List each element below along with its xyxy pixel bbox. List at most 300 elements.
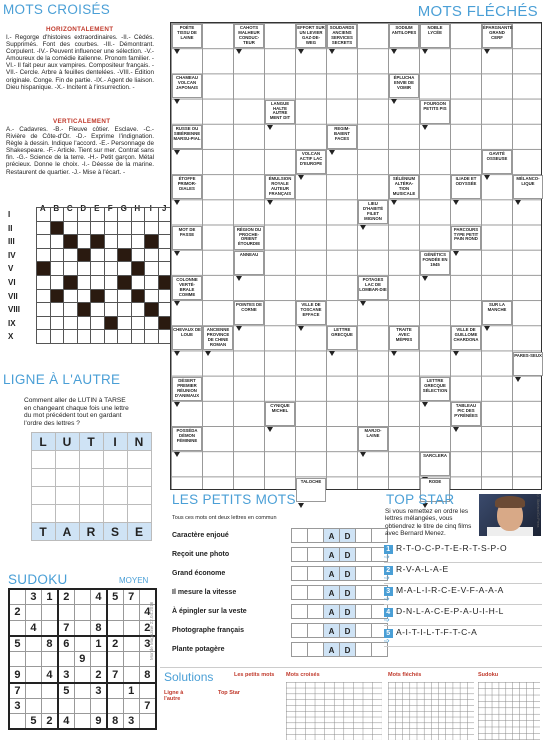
sudoku-cell[interactable]: [123, 636, 139, 652]
sudoku-cell: 2: [9, 605, 25, 621]
crossword-cell[interactable]: [37, 303, 51, 317]
sudoku-cell[interactable]: [90, 605, 106, 621]
answer-line[interactable]: ➩: [384, 595, 542, 605]
sudoku-cell: 3: [90, 683, 106, 699]
crossword-cell[interactable]: [104, 235, 118, 249]
letter-cell: D: [339, 642, 356, 657]
crossword-cell[interactable]: [37, 208, 51, 222]
arrowword-clue: RÉGION DU PROCHE-ORIENT ÉTOURDIE: [234, 226, 264, 250]
ligne-grid[interactable]: L U T I N T A R S E: [31, 432, 152, 541]
petits-mots-row: [172, 585, 350, 601]
crossword-grid[interactable]: [36, 207, 172, 344]
crossword-cell[interactable]: [50, 303, 64, 317]
crossword-cell[interactable]: [131, 248, 145, 262]
arrowword-clue: CHEVAUX DE LOUE: [172, 326, 202, 350]
petits-mots-row: [172, 642, 350, 658]
arrowword-clue: DÉSERT PREMIER RÉUNION D'ANIMAUX: [172, 377, 202, 401]
sudoku-cell[interactable]: [123, 651, 139, 667]
sudoku-cell[interactable]: [74, 667, 90, 683]
crossword-cell[interactable]: [64, 262, 78, 276]
crossword-cell[interactable]: [64, 303, 78, 317]
crossword-cell[interactable]: [91, 316, 105, 330]
sudoku-cell[interactable]: [58, 651, 74, 667]
crossword-cell[interactable]: [145, 275, 159, 289]
letter-cell: A: [323, 604, 340, 619]
sudoku-cell: 2: [139, 620, 155, 636]
letter-cell[interactable]: [291, 547, 308, 562]
letter-cell[interactable]: [355, 547, 372, 562]
crossword-cell[interactable]: [50, 248, 64, 262]
crossword-cell[interactable]: [145, 248, 159, 262]
sudoku-cell: 1: [123, 683, 139, 699]
sudoku-cell: 6: [58, 636, 74, 652]
crossword-cell[interactable]: [118, 289, 132, 303]
letter-cell: D: [339, 547, 356, 562]
letter-cell[interactable]: [355, 528, 372, 543]
arrowword-clue: SODIUM ANTILOPES: [389, 24, 419, 48]
crossword-cell[interactable]: [77, 330, 91, 344]
sudoku-cell: 8: [42, 636, 58, 652]
sudoku-cell[interactable]: [123, 667, 139, 683]
crossword-cell[interactable]: [118, 208, 132, 222]
arrowword-clue: SOUDARDS ANCIENS SERVICES SECRETS: [327, 24, 357, 48]
arrowword-clue: ÉTOFFE PRIMOR-DIALES: [172, 175, 202, 199]
sudoku-grid[interactable]: [8, 588, 157, 730]
celebrity-photo: [479, 494, 541, 536]
arrowword-clue: PARES-SEUX: [513, 352, 543, 376]
petits-mots-row: [172, 528, 350, 544]
answer-line[interactable]: ➩: [384, 637, 542, 647]
arrowword-clue: TALOCHE: [296, 478, 326, 502]
clue-label: Grand économe: [172, 570, 226, 577]
arrowword-clue: LETTRE GRECQUE: [327, 326, 357, 350]
sudoku-cell[interactable]: [25, 698, 41, 714]
sudoku-cell: 7: [58, 620, 74, 636]
arrowword-clue: RODE: [420, 478, 450, 502]
crossword-cell[interactable]: [77, 262, 91, 276]
sudoku-cell[interactable]: [25, 605, 41, 621]
sudoku-cell: 5: [9, 636, 25, 652]
arrow-icon: [422, 276, 428, 281]
letter-cell[interactable]: [307, 585, 324, 600]
crossword-cell[interactable]: [145, 316, 159, 330]
sudoku-cell[interactable]: [9, 589, 25, 605]
arrow-icon: [174, 301, 180, 306]
crossword-cell: [131, 289, 145, 303]
arrowword-clue: CAHOTS MALHEUR CONDUC-TEUR: [234, 24, 264, 48]
crossword-cell[interactable]: [37, 316, 51, 330]
crossword-cell: [77, 248, 91, 262]
crossword-cell[interactable]: [37, 275, 51, 289]
arrowword-clue: MOT DE PASSE: [172, 226, 202, 250]
sudoku-cell[interactable]: [25, 667, 41, 683]
arrow-icon: [391, 49, 397, 54]
arrow-icon: [298, 326, 304, 331]
crossword-cell: [131, 262, 145, 276]
sudoku-cell: 2: [107, 636, 123, 652]
letter-cell[interactable]: [355, 623, 372, 638]
sudoku-cell[interactable]: [25, 651, 41, 667]
letter-cell[interactable]: [355, 585, 372, 600]
crossword-cell[interactable]: [77, 316, 91, 330]
letter-cell[interactable]: [307, 547, 324, 562]
crossword-cell: [50, 221, 64, 235]
crossword-cell[interactable]: [145, 330, 159, 344]
crossword-cell[interactable]: [145, 289, 159, 303]
arrowword-clue: ÉPLUCHA ENVIE DE VOMIR: [389, 74, 419, 98]
arrow-icon: [174, 150, 180, 155]
petits-mots-intro: Tous ces mots ont deux lettres en commun: [172, 515, 277, 521]
crossword-cell[interactable]: [64, 289, 78, 303]
vertical-clues: A.- Cadavres. -B.- Fleuve côtier. Esclave. -C.- Rivière de Côte-d'Or. -D.- Exprime l'indignation. Règle à dessin. Indique l'accord. -E.- Personnage de Shakespeare. -F.- Article. Tient sur mer. Contrat sans fin. -G.- Science de la terre. -H.- Petit garçon. Métal précieux. Donne le choix. -I.- Déesse de la marine. Restaurent de quartier. -J.- Mise à l'écart. -: [6, 126, 154, 176]
arrowword-clue: GAVITÉ OSSEUSE: [482, 150, 512, 174]
sudoku-cell: 3: [9, 698, 25, 714]
arrow-icon: [267, 200, 273, 205]
sudoku-cell: 2: [58, 589, 74, 605]
arrow-icon: [174, 452, 180, 457]
crossword-cell[interactable]: [64, 248, 78, 262]
crossword-cell[interactable]: [118, 316, 132, 330]
sol-crossword-grid: [286, 682, 382, 740]
sudoku-cell[interactable]: [42, 698, 58, 714]
letter-cell[interactable]: [307, 566, 324, 581]
sudoku-cell[interactable]: [74, 714, 90, 730]
arrow-icon: [267, 427, 273, 432]
sudoku-cell[interactable]: [42, 683, 58, 699]
letter-cell[interactable]: [355, 566, 372, 581]
arrowword-clue: MARJO-LAINE: [358, 427, 388, 451]
sudoku-cell[interactable]: [74, 605, 90, 621]
sudoku-cell[interactable]: [25, 636, 41, 652]
crossword-row-headers: I II III IV V VI VII VIII IX X: [8, 210, 21, 342]
crossword-cell[interactable]: [131, 330, 145, 344]
arrow-icon: [298, 175, 304, 180]
letter-cell[interactable]: [291, 566, 308, 581]
arrowword-clue: VILLE DE TOSCANE EFFACE: [296, 301, 326, 325]
letter-cell: A: [323, 642, 340, 657]
sudoku-cell[interactable]: [74, 636, 90, 652]
sudoku-cell: 7: [139, 698, 155, 714]
vertical-heading: VERTICALEMENT: [53, 118, 111, 125]
crossword-cell[interactable]: [104, 262, 118, 276]
letter-cell[interactable]: [291, 642, 308, 657]
letter-cell[interactable]: [307, 604, 324, 619]
crossword-cell[interactable]: [118, 235, 132, 249]
crossword-cell[interactable]: [64, 316, 78, 330]
sudoku-cell[interactable]: [58, 605, 74, 621]
arrow-icon: [329, 150, 335, 155]
crossword-cell[interactable]: [104, 208, 118, 222]
crossword-cell[interactable]: [131, 221, 145, 235]
arrowword-clue: TRAITE AVEC MÉPRIS: [389, 326, 419, 350]
sudoku-level: MOYEN: [119, 576, 149, 585]
crossword-cell[interactable]: [91, 221, 105, 235]
crossword-cell[interactable]: [131, 208, 145, 222]
sudoku-cell[interactable]: [123, 620, 139, 636]
petits-mots-row: [172, 566, 350, 582]
sudoku-cell: 4: [42, 667, 58, 683]
crossword-cell: [77, 303, 91, 317]
top-star-instructions: Si vous remettez en ordre les lettres mélangées, vous obtiendrez le titre de cinq films avec Bernard Menez.: [385, 508, 472, 538]
letter-cell[interactable]: [291, 604, 308, 619]
sudoku-cell[interactable]: [58, 698, 74, 714]
arrow-icon: [422, 125, 428, 130]
crossword-cell[interactable]: [118, 262, 132, 276]
arrow-icon: [391, 99, 397, 104]
sudoku-cell[interactable]: [74, 683, 90, 699]
crossword-cell[interactable]: [91, 208, 105, 222]
horizontal-heading: HORIZONTALEMENT: [46, 26, 114, 33]
letter-cell[interactable]: [307, 623, 324, 638]
letter-cell: D: [339, 623, 356, 638]
sudoku-cell[interactable]: [42, 620, 58, 636]
crossword-cell: [64, 275, 78, 289]
crossword-cell[interactable]: [145, 208, 159, 222]
crossword-cell[interactable]: [104, 275, 118, 289]
crossword-cell: [91, 289, 105, 303]
arrowword-clue: VILLE DE GUILLOME CHARDONA: [451, 326, 481, 350]
letter-cell: D: [339, 566, 356, 581]
sudoku-cell[interactable]: [42, 651, 58, 667]
letter-cell: A: [323, 585, 340, 600]
arrowword-clue: LIEU D'HABITÉ FILET MIGNON: [358, 200, 388, 224]
crossword-cell[interactable]: [77, 208, 91, 222]
crossword-cell[interactable]: [104, 289, 118, 303]
sudoku-cell[interactable]: [139, 714, 155, 730]
sudoku-cell[interactable]: [90, 651, 106, 667]
mots-fleches-title: MOTS FLÉCHÉS: [417, 3, 538, 20]
crossword-cell[interactable]: [91, 303, 105, 317]
letter-cell: D: [339, 604, 356, 619]
top-star-row: 5 A-I-T-I-L-T-F-T-C-A: [384, 627, 542, 638]
clue-label: À épingler sur la veste: [172, 608, 247, 615]
crossword-cell: [145, 235, 159, 249]
arrowword-clue: COLONNE VERTÉ-BRALE COMME: [172, 276, 202, 300]
sudoku-cell[interactable]: [139, 683, 155, 699]
crossword-cell[interactable]: [50, 262, 64, 276]
arrow-icon: [360, 452, 366, 457]
arrowword-clue: POÈTE TISSU DE LAINE: [172, 24, 202, 48]
crossword-cell[interactable]: [104, 221, 118, 235]
sudoku-cell: 7: [9, 683, 25, 699]
answer-line[interactable]: ➩: [384, 574, 542, 584]
arrow-icon: [174, 402, 180, 407]
crossword-cell[interactable]: [131, 235, 145, 249]
arrow-icon: [236, 49, 242, 54]
sudoku-cell[interactable]: [9, 651, 25, 667]
crossword-cell[interactable]: [37, 330, 51, 344]
sudoku-cell[interactable]: [107, 698, 123, 714]
arrow-icon: [267, 125, 273, 130]
sudoku-cell: 8: [107, 714, 123, 730]
crossword-cell[interactable]: [91, 262, 105, 276]
sudoku-cell[interactable]: [107, 620, 123, 636]
letter-cell[interactable]: [307, 642, 324, 657]
sol-arrowword-grid: [388, 682, 474, 740]
arrowword-clue: SÉLÉNIUM ALTÉRA-TION MUSICALE: [389, 175, 419, 199]
arrow-icon: [298, 503, 304, 508]
crossword-cell: [64, 235, 78, 249]
letter-cell[interactable]: [291, 528, 308, 543]
arrow-icon: [329, 49, 335, 54]
crossword-cell[interactable]: [104, 248, 118, 262]
sudoku-cell: 4: [25, 620, 41, 636]
arrowword-clue: REGIM-BAIENT FACES: [327, 125, 357, 149]
solutions-title: Solutions: [164, 670, 214, 684]
crossword-cell[interactable]: [50, 316, 64, 330]
crossword-cell[interactable]: [50, 275, 64, 289]
sudoku-cell: 2: [42, 714, 58, 730]
crossword-cell[interactable]: [118, 221, 132, 235]
mots-croises-title: MOTS CROISÉS: [3, 2, 111, 17]
sudoku-cell[interactable]: [42, 605, 58, 621]
ligne-title: LIGNE À L'AUTRE: [3, 372, 121, 387]
sudoku-cell: 9: [90, 714, 106, 730]
letter-cell[interactable]: [291, 585, 308, 600]
arrowword-clue: RUSSE OU SIBÉRIENNE MARSU-PIAL: [172, 125, 202, 149]
top-star-row: 1 R-T-O-C-P-T-E-R-T-S-P-O: [384, 543, 542, 554]
crossword-cell[interactable]: [131, 316, 145, 330]
sol-sudoku-grid: [478, 682, 540, 740]
crossword-cell[interactable]: [118, 303, 132, 317]
crossword-cell[interactable]: [50, 330, 64, 344]
crossword-cell[interactable]: [64, 221, 78, 235]
sudoku-cell[interactable]: [9, 620, 25, 636]
crossword-cell[interactable]: [50, 235, 64, 249]
crossword-cell: [37, 262, 51, 276]
sol-sudoku: Sudoku: [478, 672, 499, 678]
petits-mots-title: LES PETITS MOTS: [172, 492, 296, 507]
sudoku-cell: 7: [123, 589, 139, 605]
arrowword-clue: LETTRE GRECQUE SÉLECTION: [420, 377, 450, 401]
letter-cell[interactable]: [355, 642, 372, 657]
crossword-cell[interactable]: [131, 303, 145, 317]
letter-cell: A: [323, 547, 340, 562]
petits-mots-row: [172, 547, 350, 563]
sudoku-cell: 7: [107, 667, 123, 683]
crossword-cell[interactable]: [104, 330, 118, 344]
crossword-cell[interactable]: [50, 208, 64, 222]
sudoku-cell: 1: [90, 636, 106, 652]
crossword-cell: [91, 235, 105, 249]
arrow-icon: [453, 427, 459, 432]
sudoku-cell[interactable]: [74, 698, 90, 714]
crossword-cell[interactable]: [145, 262, 159, 276]
crossword-cell[interactable]: [37, 289, 51, 303]
arrowword-clue: SARCLERA: [420, 452, 450, 476]
crossword-cell[interactable]: [37, 221, 51, 235]
crossword-cell[interactable]: [64, 330, 78, 344]
arrowword-clue: CYNIQUE MICHEL: [265, 402, 295, 426]
crossword-cell[interactable]: [145, 221, 159, 235]
crossword-cell[interactable]: [64, 208, 78, 222]
crossword-cell: [118, 275, 132, 289]
clue-label: Caractère enjoué: [172, 532, 229, 539]
crossword-cell[interactable]: [118, 330, 132, 344]
arrowword-clue: ÉMULSION ROYALE AUTEUR FRANÇAIS: [265, 175, 295, 199]
crossword-cell[interactable]: [37, 248, 51, 262]
letter-cell: D: [339, 585, 356, 600]
clue-label: Il mesure la vitesse: [172, 589, 237, 596]
top-star-title: TOP STAR: [386, 492, 455, 507]
sudoku-cell: 8: [139, 667, 155, 683]
arrowword-clue: CHAMEAU VOLCAN JAPONAIS: [172, 74, 202, 98]
crossword-cell[interactable]: [91, 275, 105, 289]
sol-petits-mots: Les petits mots: [234, 672, 275, 678]
answer-line[interactable]: ➩: [384, 553, 542, 563]
arrow-icon: [174, 251, 180, 256]
sol-mots-fleches: Mots fléchés: [388, 672, 422, 678]
crossword-cell: [145, 303, 159, 317]
sudoku-cell[interactable]: [74, 589, 90, 605]
letter-cell[interactable]: [291, 623, 308, 638]
sudoku-cell[interactable]: [123, 605, 139, 621]
sudoku-cell: 3: [58, 667, 74, 683]
arrow-icon: [174, 200, 180, 205]
arrow-icon: [484, 175, 490, 180]
crossword-cell[interactable]: [37, 235, 51, 249]
crossword-cell[interactable]: [91, 330, 105, 344]
letter-cell: A: [323, 623, 340, 638]
arrowword-clue: ÉPARGNANTE GRAND CERF: [482, 24, 512, 48]
crossword-cell[interactable]: [77, 221, 91, 235]
crossword-cell[interactable]: [91, 248, 105, 262]
arrow-icon: [484, 326, 490, 331]
sol-ligne: Ligne à l'autre: [164, 690, 184, 702]
sudoku-cell: 4: [139, 605, 155, 621]
sudoku-cell: 3: [139, 636, 155, 652]
crossword-column-headers: A B C D E F G H I J: [39, 204, 167, 213]
crossword-cell[interactable]: [77, 289, 91, 303]
sol-mots-croises: Mots croisés: [286, 672, 320, 678]
ligne-instructions: Comment aller de LUTIN à TARSE en changeant chaque fois une lettre du mot précédent tout en gardant l'ordre des lettres ?: [24, 397, 129, 427]
crossword-cell[interactable]: [104, 303, 118, 317]
sudoku-cell[interactable]: [123, 698, 139, 714]
crossword-cell[interactable]: [77, 275, 91, 289]
crossword-cell[interactable]: [77, 235, 91, 249]
sudoku-cell: 5: [25, 714, 41, 730]
letter-cell[interactable]: [307, 528, 324, 543]
arrow-icon: [174, 49, 180, 54]
arrow-icon: [391, 200, 397, 205]
arrowword-grid[interactable]: [170, 22, 542, 490]
letter-cell: D: [339, 528, 356, 543]
arrowword-clue: FOURGON PETITS PIS: [420, 100, 450, 124]
top-star-row: 2 R-V-A-L-A-E: [384, 564, 542, 575]
arrow-icon: [236, 276, 242, 281]
arrow-icon: [515, 200, 521, 205]
answer-line[interactable]: ➩: [384, 616, 542, 626]
letter-cell: A: [323, 566, 340, 581]
sudoku-cell[interactable]: [9, 714, 25, 730]
sudoku-cell[interactable]: [107, 651, 123, 667]
crossword-cell[interactable]: [131, 275, 145, 289]
top-star-row: 4 D-N-L-A-C-E-P-A-U-I-H-L: [384, 606, 542, 617]
letter-cell[interactable]: [355, 604, 372, 619]
sudoku-cell[interactable]: [74, 620, 90, 636]
page-side-text: Monde Magazine 22.04.2016: [149, 601, 154, 660]
arrowword-clue: LANGUE HALTE AUTRE MENT DIT: [265, 100, 295, 124]
arrowword-clue: ANCIENNE PROVINCE DE CHINE ROMAN: [203, 326, 233, 350]
sudoku-cell[interactable]: [107, 605, 123, 621]
petits-mots-row: [172, 623, 350, 639]
sudoku-title: SUDOKU: [8, 572, 68, 587]
sudoku-cell[interactable]: [90, 698, 106, 714]
sudoku-cell[interactable]: [107, 683, 123, 699]
arrowword-clue: SUR LA MANCHE: [482, 301, 512, 325]
sudoku-cell[interactable]: [25, 683, 41, 699]
arrow-icon: [484, 49, 490, 54]
